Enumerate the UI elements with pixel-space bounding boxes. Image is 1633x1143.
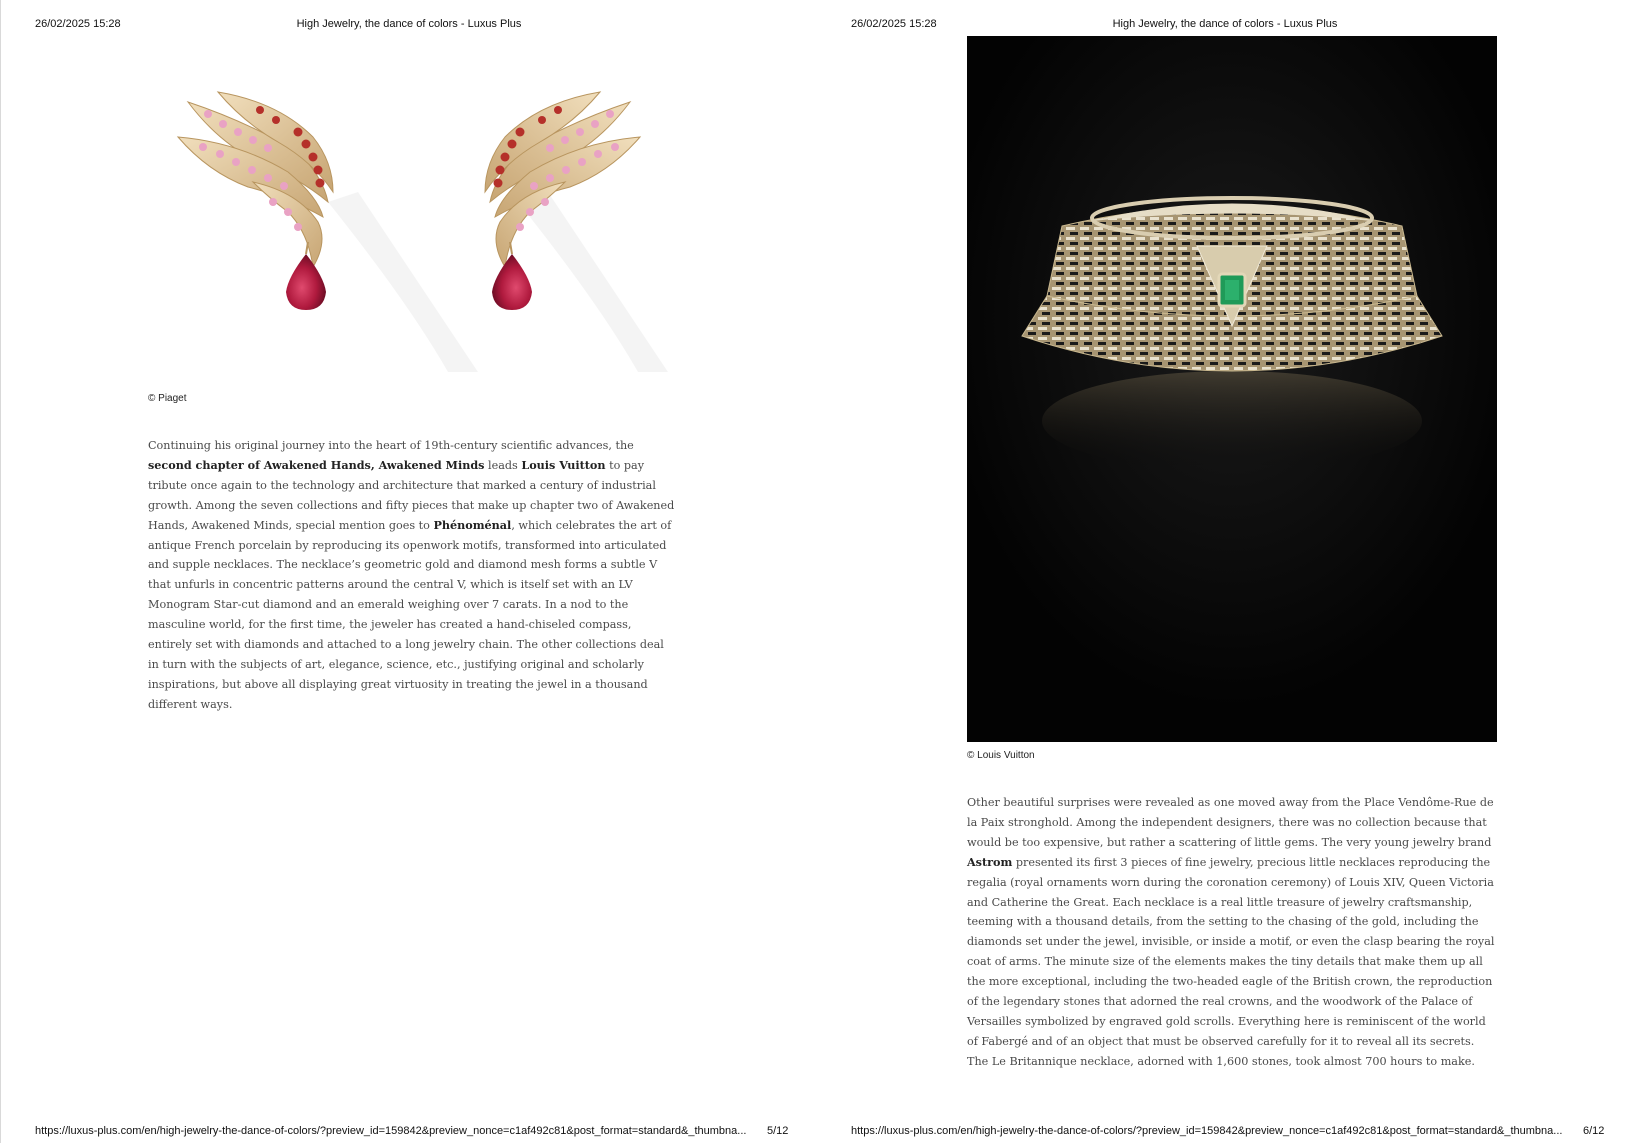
bold-segment: second chapter of Awakened Hands, Awakened Minds: [148, 457, 485, 472]
bold-segment: Astrom: [967, 854, 1013, 869]
necklace-photo: [967, 36, 1497, 742]
left-earring: [178, 92, 333, 310]
print-title: High Jewelry, the dance of colors - Luxus Plus: [1112, 18, 1338, 30]
text-segment: to pay tribute once again to the technology and architecture that marked a century of industrial growth. Among the seven collections and fifty pieces that make up chapter two of Awakened Hands, Awakened Minds, special mention goes to: [148, 458, 675, 532]
page-number: 6/12: [1583, 1125, 1605, 1137]
bold-segment: Phénoménal: [433, 517, 512, 532]
bold-segment: Louis Vuitton: [521, 457, 606, 472]
text-segment: Continuing his original journey into the heart of 19th-century scientific advances, the: [148, 439, 634, 452]
print-date: 26/02/2025 15:28: [35, 18, 121, 30]
article-paragraph: [148, 436, 678, 715]
page-number: 5/12: [767, 1125, 789, 1137]
article-paragraph: [967, 793, 1497, 1072]
print-url: https://luxus-plus.com/en/high-jewelry-the-dance-of-colors/?preview_id=159842&preview_nonce=c1af492c81&post_format=standard&_thumbna...: [35, 1125, 747, 1137]
text-segment: leads: [484, 458, 522, 472]
right-earring: [485, 92, 640, 310]
pdf-page-6: [817, 0, 1633, 1143]
image-credit: © Piaget: [148, 393, 187, 404]
image-credit: © Louis Vuitton: [967, 750, 1035, 761]
text-segment: presented its first 3 pieces of fine jewelry, precious little necklaces reproducing the regalia (royal ornaments worn during the coronation ceremony) of Louis XIV, Queen Victoria and Catherine the Great. Each necklace is a real little treasure of jewelry craftsmanship, teeming with a thousand details, from the setting to the chasing of the gold, including the diamonds set under the jewel, invisible, or inside a motif, or even the clasp bearing the royal coat of arms. The minute size of the elements makes the tiny details that make them up all the more exceptional, including the two-headed eagle of the British crown, the reproduction of the legendary stones that adorned the real crowns, and the woodwork of the Palace of Versailles symbolized by engraved gold scrolls. Everything here is reminiscent of the world of Fabergé and of an object that must be observed carefully for it to reveal all its secrets. The Le Britannique necklace, adorned with 1,600 stones, took almost 700 hours to make.: [967, 855, 1495, 1068]
earrings-photo: [148, 82, 678, 384]
text-segment: , which celebrates the art of antique French porcelain by reproducing its openwork motifs, transformed into articulated and supple necklaces. The necklace’s geometric gold and diamond mesh forms a subtle V that unfurls in concentric patterns around the central V, which is itself set with an LV Monogram Star-cut diamond and an emerald weighing over 7 carats. In a nod to the masculine world, for the first time, the jeweler has created a hand-chiseled compass, entirely set with diamonds and attached to a long jewelry chain. The other collections deal in turn with the subjects of art, elegance, science, etc., justifying original and scholarly inspirations, but above all displaying great virtuosity in treating the jewel in a thousand different ways.: [148, 518, 672, 711]
text-segment: Other beautiful surprises were revealed as one moved away from the Place Vendôme-Rue de la Paix stronghold. Among the independent designers, there was no collection because that would be too expensive, but rather a scattering of little gems. The very young jewelry brand: [967, 796, 1494, 849]
print-url: https://luxus-plus.com/en/high-jewelry-the-dance-of-colors/?preview_id=159842&preview_nonce=c1af492c81&post_format=standard&_thumbna...: [851, 1125, 1563, 1137]
print-date: 26/02/2025 15:28: [851, 18, 937, 30]
print-title: High Jewelry, the dance of colors - Luxus Plus: [296, 18, 522, 30]
